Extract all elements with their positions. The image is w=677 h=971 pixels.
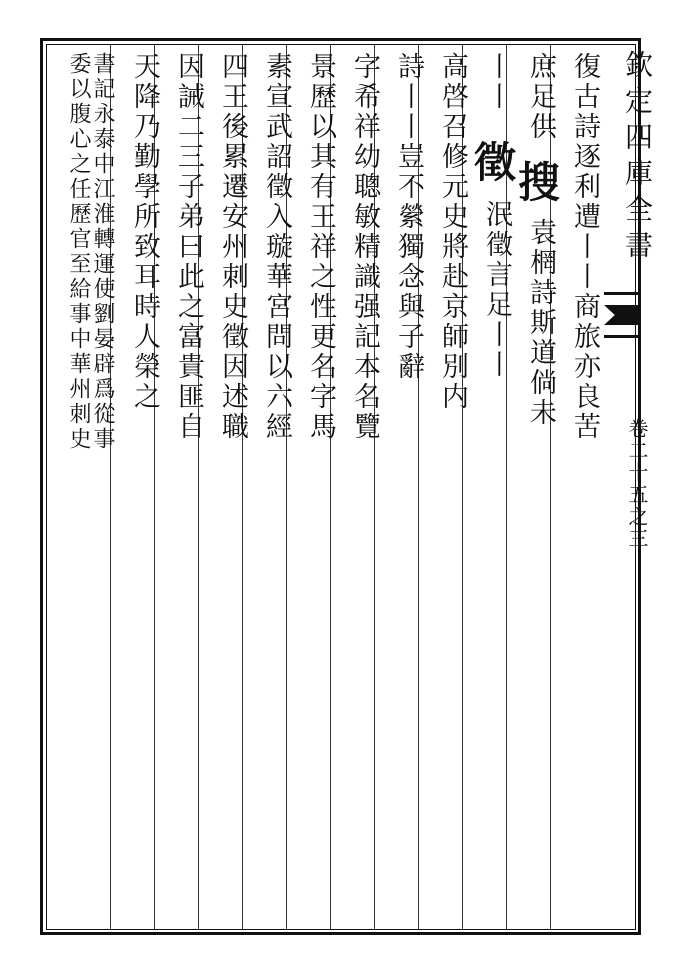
text-column-13: 委以腹心之任歷官至給事中華州刺史 [66, 52, 91, 452]
text-column-2 [518, 52, 562, 142]
text-column-9: 四王後累遷安州刺史徵因述職 [217, 52, 248, 442]
text-column-4: 高啓召修元史將赴京師別内 [437, 52, 468, 412]
text-column-8: 素宣武詔徵入璇華宮問以六經 [261, 52, 292, 442]
text-column-1: 復古詩逐利遭丨丨商旅亦良苦 [569, 52, 600, 442]
headword-zheng: 徵 [468, 140, 517, 184]
text-column-6: 字希祥幼聰敏精識强記本名覽 [349, 52, 380, 442]
book-title: 欽定四庫全書 [621, 50, 654, 266]
text-column-10: 因誡二三子弟曰此之富貴匪自 [173, 52, 204, 442]
text-column-7: 景歷以其有王祥之性更名字馬 [305, 52, 336, 442]
sou-text: 袁棢詩斯道倘未 [525, 218, 556, 428]
col3-seg1: 丨丨 [481, 52, 512, 112]
headword-sou: 搜 [512, 160, 561, 204]
col2-seg1: 庶足供 [525, 52, 556, 142]
fishtail-mark [604, 292, 640, 338]
col3-seg3: 泯徵言足丨丨 [481, 200, 512, 380]
juan-number: 卷二十五之三 [625, 418, 649, 550]
text-column-12: 書記永泰中江淮轉運使劉晏辟爲從事 [90, 52, 115, 452]
text-column-5: 詩丨丨豈不縈獨念與子辭 [393, 52, 424, 382]
text-column-11: 天降乃勤學所致耳時人榮之 [129, 52, 160, 412]
